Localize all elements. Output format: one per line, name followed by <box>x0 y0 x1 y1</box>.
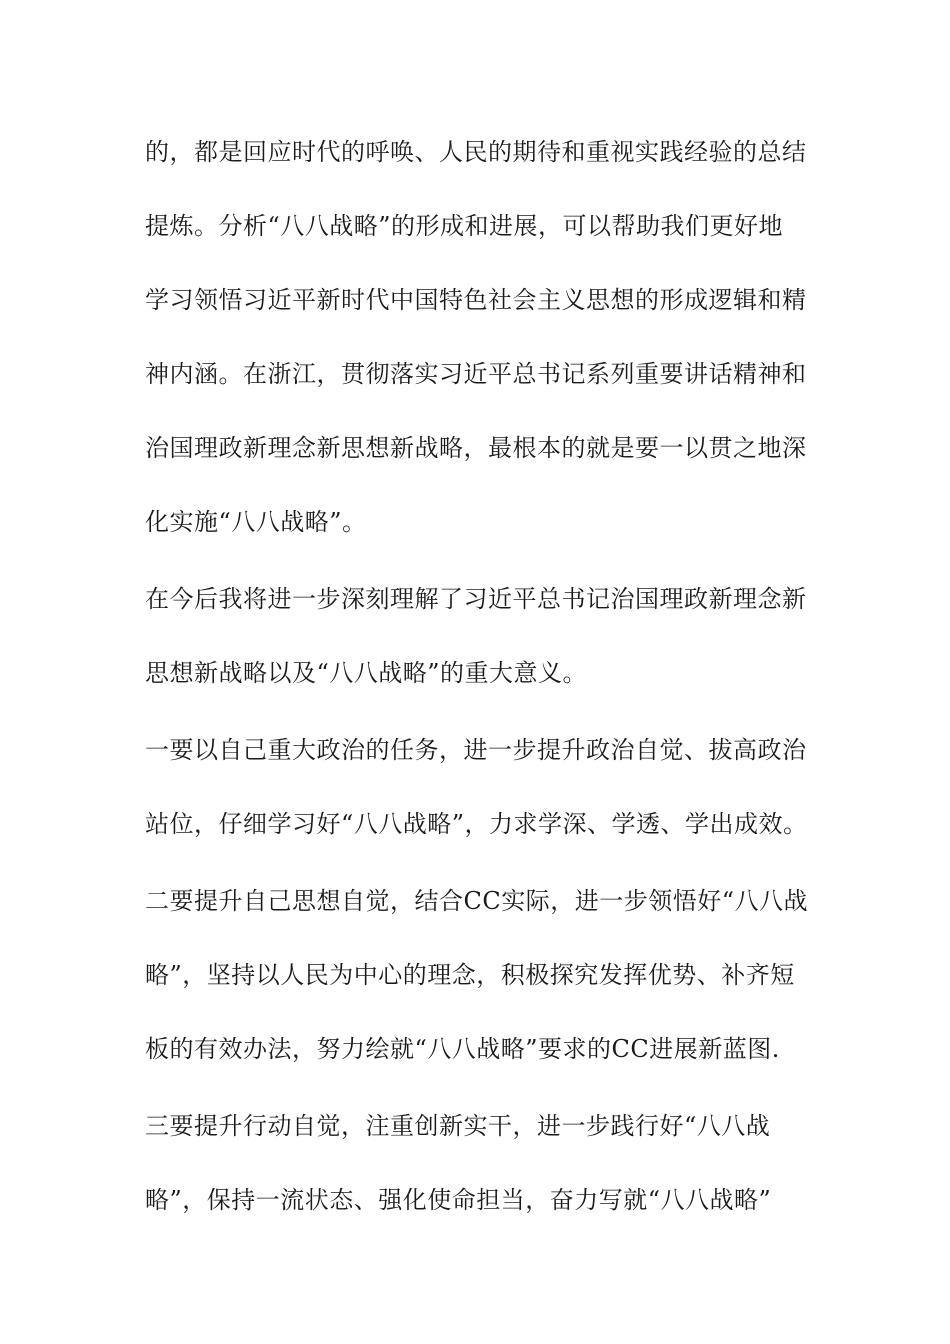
text-line: 化实施“八八战略”。 <box>145 508 367 536</box>
text-line: 在今后我将进一步深刻理解了习近平总书记治国理政新理念新 <box>145 585 807 613</box>
text-line: 思想新战略以及“八八战略”的重大意义。 <box>145 659 588 687</box>
text-line: 提炼。分析“八八战略”的形成和进展，可以帮助我们更好地 <box>145 212 784 240</box>
text-line: 站位，仔细学习好“八八战略”，力求学深、学透、学出成效。 <box>145 810 808 838</box>
text-line: 板的有效办法，努力绘就“八八战略”要求的CC进展新蓝图. <box>145 1035 780 1063</box>
text-line: 一要以自己重大政治的任务，进一步提升政治自觉、拔高政治 <box>145 736 807 764</box>
text-line: 略”，坚持以人民为中心的理念，积极探究发挥优势、补齐短 <box>145 961 795 989</box>
text-line: 略”，保持一流状态、强化使命担当，奋力写就“八八战略” <box>145 1186 772 1214</box>
text-line: 治国理政新理念新思想新战略，最根本的就是要一以贯之地深 <box>145 434 807 462</box>
text-line: 学习领悟习近平新时代中国特色社会主义思想的形成逻辑和精 <box>145 286 807 314</box>
text-line: 三要提升行动自觉，注重创新实干，进一步践行好“八八战 <box>145 1112 771 1140</box>
text-line: 神内涵。在浙江，贯彻落实习近平总书记系列重要讲话精神和 <box>145 360 807 388</box>
text-line: 的，都是回应时代的呼唤、人民的期待和重视实践经验的总结 <box>145 138 807 166</box>
text-line: 二要提升自己思想自觉，结合CC实际，进一步领悟好“八八战 <box>145 887 808 915</box>
